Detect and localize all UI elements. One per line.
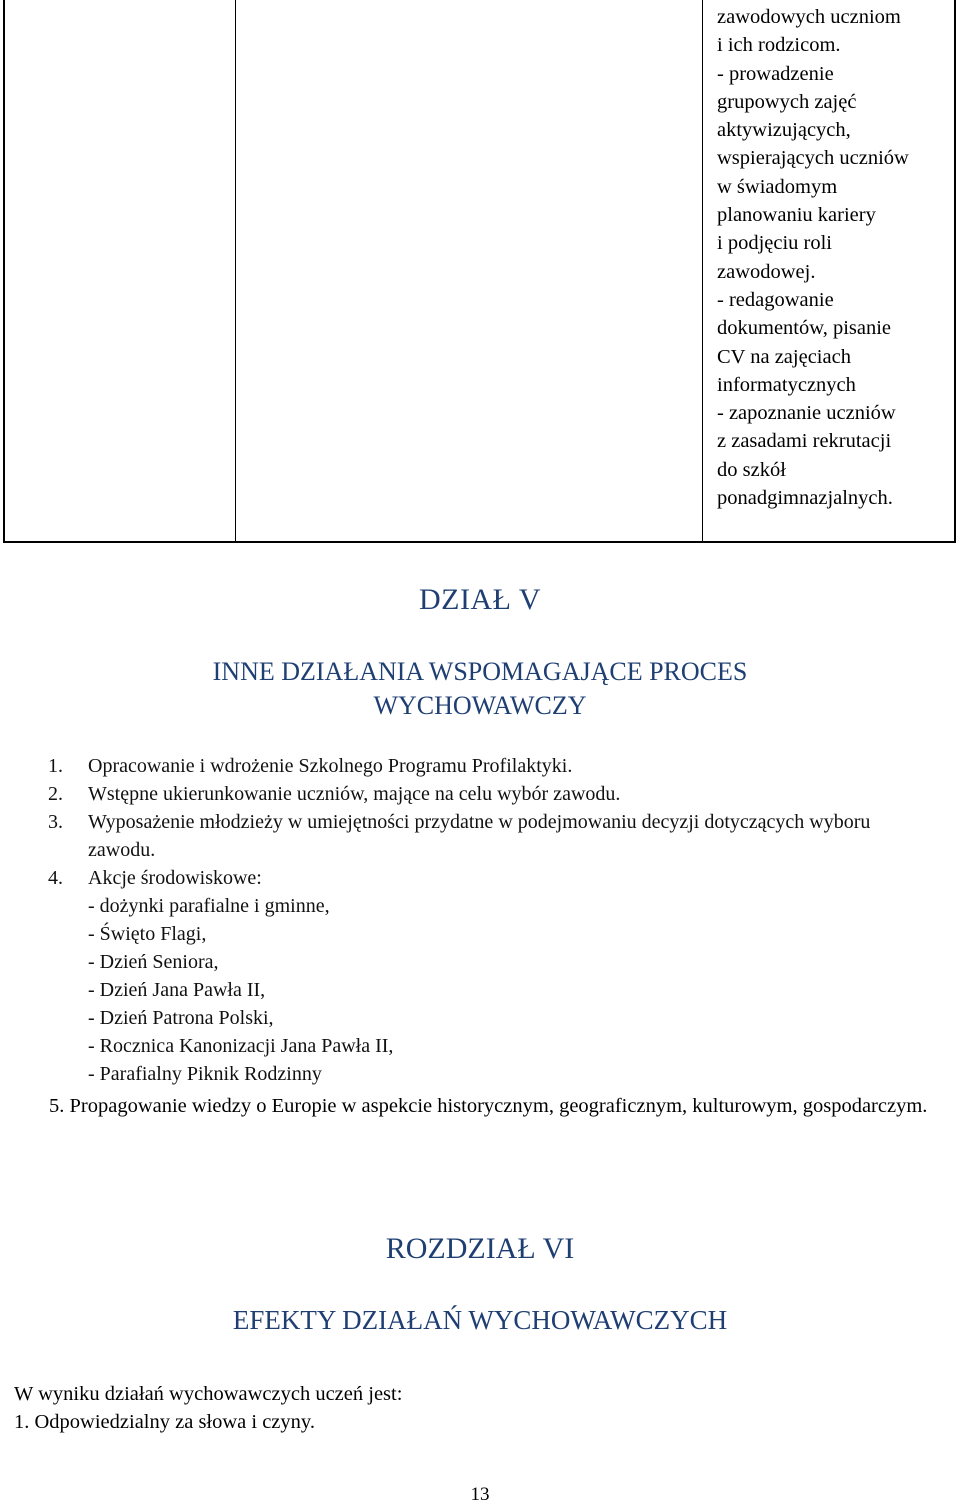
sub-list-item: - Dzień Patrona Polski, (88, 1007, 274, 1029)
cell-line: - redagowanie (717, 288, 834, 311)
cell-line: - zapoznanie uczniów (717, 402, 896, 425)
section-vi-subheading: EFEKTY DZIAŁAŃ WYCHOWAWCZYCH (232, 1305, 728, 1335)
list-item-5: 5. Propagowanie wiedzy o Europie w aspekcie historycznym, geograficznym, kulturowym, gospodarczym. (49, 1095, 928, 1117)
cell-line: zawodowej. (717, 260, 816, 283)
list-item-number: 3. (48, 811, 63, 833)
section-v-subheading: INNE DZIAŁANIA WSPOMAGAJĄCE PROCES WYCHOWAWCZY (212, 657, 748, 720)
sub-list-item: - dożynki parafialne i gminne, (88, 895, 330, 917)
list-item (48, 864, 908, 1088)
cell-line: - prowadzenie (717, 62, 834, 85)
cell-line: ponadgimnazjalnych. (717, 487, 893, 510)
sub-list-item: - Rocznica Kanonizacji Jana Pawła II, (88, 1035, 394, 1057)
cell-line: dokumentów, pisanie (717, 317, 892, 340)
list-item (48, 808, 908, 864)
sub-list-item: - Parafialny Piknik Rodzinny (88, 1063, 322, 1085)
cell-line: informatycznych (717, 373, 856, 396)
list-item-text: Akcje środowiskowe: (88, 867, 262, 889)
section-v-heading: DZIAŁ V (418, 583, 542, 616)
sub-list-item: - Święto Flagi, (88, 923, 207, 945)
list-item-number: 2. (48, 783, 63, 805)
table-column-divider (235, 0, 236, 541)
table-column-divider (702, 0, 703, 541)
cell-line: z zasadami rekrutacji (717, 430, 892, 453)
section-vi-list (14, 1408, 315, 1436)
cell-line: planowaniu kariery (717, 204, 876, 227)
list-item-text: Opracowanie i wdrożenie Szkolnego Programu Profilaktyki. (88, 755, 573, 777)
list-item-number: 4. (48, 867, 63, 889)
section-v-list (48, 752, 908, 1088)
list-item-text: Wstępne ukierunkowanie uczniów, mające na celu wybór zawodu. (88, 783, 621, 805)
page-number: 13 (470, 1484, 490, 1505)
cell-line: wspierających uczniów (717, 147, 909, 170)
sub-list-item: - Dzień Seniora, (88, 951, 219, 973)
cell-line: zawodowych uczniom (717, 6, 901, 28)
cell-line: aktywizujących, (717, 119, 851, 142)
list-item-number: 1. (48, 755, 63, 777)
list-item (48, 752, 908, 780)
section-vi-heading: ROZDZIAŁ VI (385, 1232, 575, 1265)
plan-table (3, 0, 956, 543)
table-cell-activities (717, 3, 957, 512)
community-actions-list (88, 892, 908, 1088)
cell-line: do szkół (717, 458, 786, 481)
cell-line: w świadomym (717, 175, 838, 198)
cell-line: i podjęciu roli (717, 232, 833, 255)
list-item-text: Wyposażenie młodzieży w umiejętności przydatne w podejmowaniu decyzji dotyczących wyboru zawodu. (88, 811, 871, 861)
cell-line: CV na zajęciach (717, 345, 851, 368)
sub-list-item: - Dzień Jana Pawła II, (88, 979, 266, 1001)
list-item (48, 780, 908, 808)
section-vi-intro: W wyniku działań wychowawczych uczeń jest: (14, 1383, 403, 1405)
cell-line: grupowych zajęć (717, 90, 857, 113)
list-item: 1. Odpowiedzialny za słowa i czyny. (14, 1411, 315, 1433)
cell-line: i ich rodzicom. (717, 34, 841, 57)
